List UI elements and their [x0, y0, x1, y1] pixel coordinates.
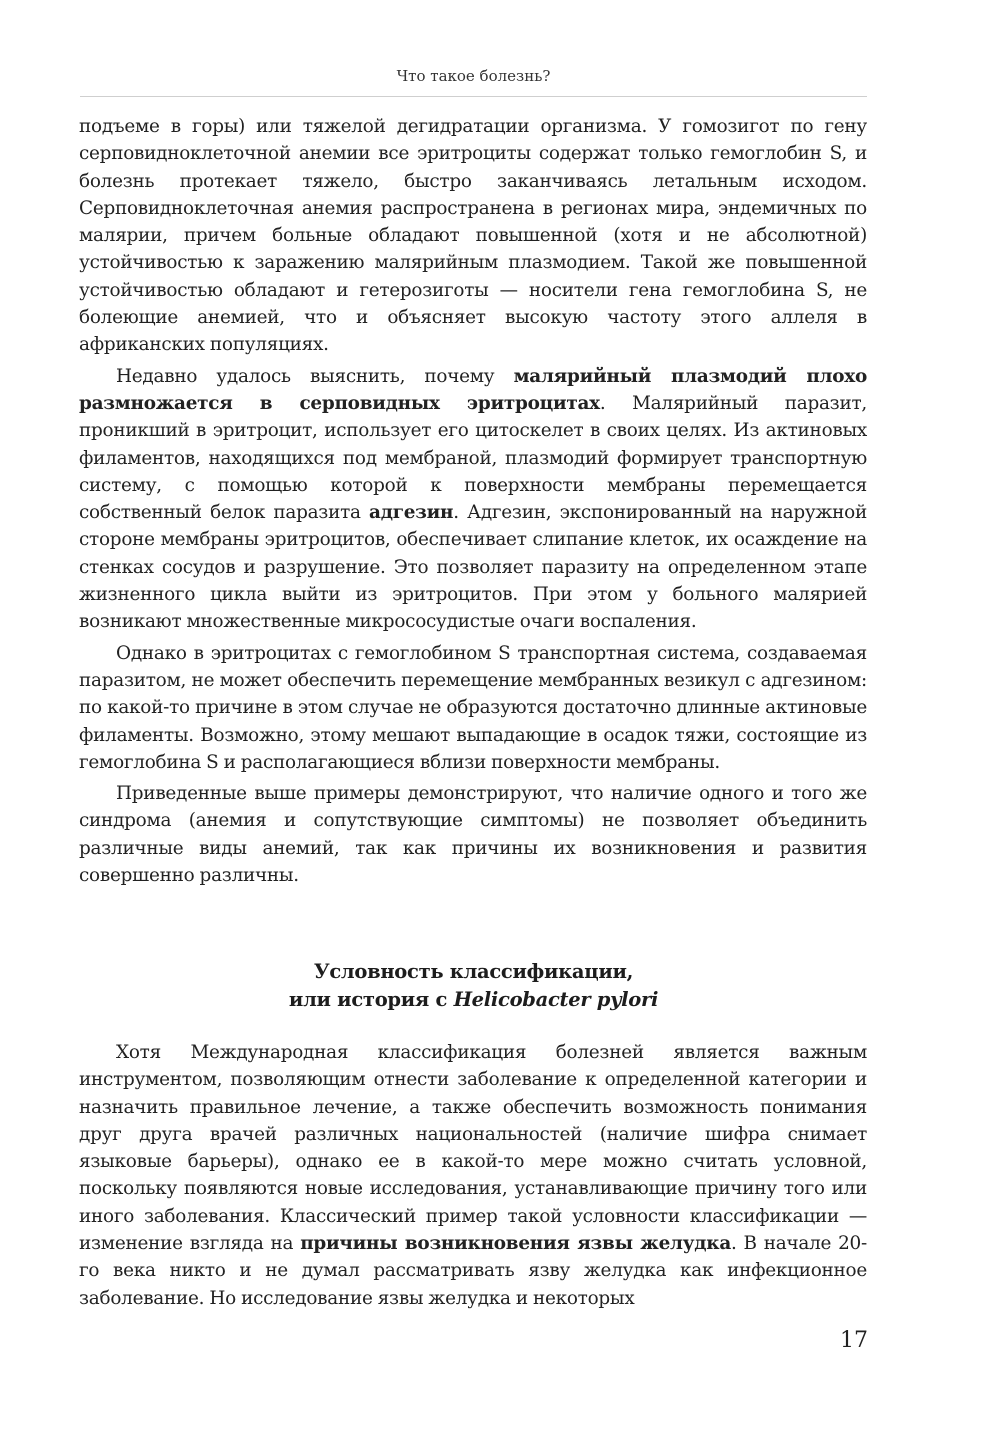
section-heading — [80, 958, 867, 1014]
paragraph-3 — [79, 640, 867, 776]
header-divider — [80, 96, 867, 97]
text-run: . Малярийный паразит, проникший в эритроцит, использует его цитоскелет в своих целях. Из актиновых филаментов, находящихся под мембраной, плазмодий формирует транспортную систему, с помощью которой к поверхности мембраны перемещается собственный белок паразита — [79, 392, 867, 524]
bold-term: адгезин — [369, 502, 454, 524]
text-run: Недавно удалось выяснить, почему — [116, 365, 514, 387]
heading-text: или история с — [288, 988, 454, 1011]
running-header — [80, 66, 867, 86]
heading-italic-term: Helicobacter pylori — [453, 988, 659, 1011]
running-title: Что такое болезнь? — [396, 67, 551, 85]
text-run: Хотя Международная классификация болезней является важным инструментом, позволяющим отнести заболевание к определенной категории и назначить правильное лечение, а также обеспечить возможность понимания друг друга врачей различных национальностей (наличие шифра снимает языковые барьеры), однако ее в какой-то мере можно считать условной, поскольку появляются новые исследования, устанавливающие причину того или иного заболевания. Классический пример такой условности классификации — изменение взгляда на — [79, 1042, 867, 1255]
paragraph-2 — [79, 363, 867, 636]
bold-term: причины возникновения язвы желудка — [300, 1233, 731, 1255]
text-run: . В начале 20-го века никто и не думал рассматривать язву желудка как инфекционное заболевание. Но исследование язвы желудка и некоторых — [79, 1233, 867, 1309]
paragraph-1 — [79, 113, 867, 359]
body-text-top — [79, 113, 867, 893]
text-run: подъеме в горы) или тяжелой дегидратации организма. У гомозигот по гену серповидноклеточной анемии все эритроциты содержат только гемоглобин S, и болезнь протекает тяжело, быстро заканчиваясь летальным исходом. Серповидноклеточная анемия распространена в регионах мира, эндемичных по малярии, причем больные обладают повышенной (хотя и не абсолютной) устойчивостью к заражению малярийным плазмодием. Такой же повышенной устойчивостью обладают и гетерозиготы — носители гена гемоглобина S, не болеющие анемией, что и объясняет высокую частоту этого аллеля в африканских популяциях. — [79, 116, 867, 356]
body-text-section — [79, 1039, 867, 1316]
text-run: Однако в эритроцитах с гемоглобином S транспортная система, создаваемая паразитом, не может обеспечить перемещение мембранных везикул с адгезином: по какой-то причине в этом случае не образуются достаточно длинные актиновые филаменты. Возможно, этому мешают выпадающие в осадок тяжи, состоящие из гемоглобина S и располагающиеся вблизи поверхности мембраны. — [79, 642, 867, 773]
bold-term: малярийный плазмодий плохо размножается в серповидных эритроцитах — [79, 365, 868, 414]
text-run: Приведенные выше примеры демонстрируют, что наличие одного и того же синдрома (анемия и сопутствующие симптомы) не позволяет объединить различные виды анемий, так как причины их возникновения и развития совершенно различны. — [79, 783, 867, 887]
page-number: 17 — [840, 1328, 868, 1353]
section-heading-line-2 — [80, 986, 867, 1014]
paragraph-5 — [79, 1039, 867, 1312]
section-heading-line-1: Условность классификации, — [313, 960, 634, 983]
paragraph-4 — [79, 780, 867, 889]
text-run: . Адгезин, экспонированный на наружной стороне мембраны эритроцитов, обеспечивает слипание клеток, их осаждение на стенках сосудов и разрушение. Это позволяет паразиту на определенном этапе жизненного цикла выйти из эритроцитов. При этом у больного малярией возникают множественные микрососудистые очаги воспаления. — [79, 502, 867, 633]
